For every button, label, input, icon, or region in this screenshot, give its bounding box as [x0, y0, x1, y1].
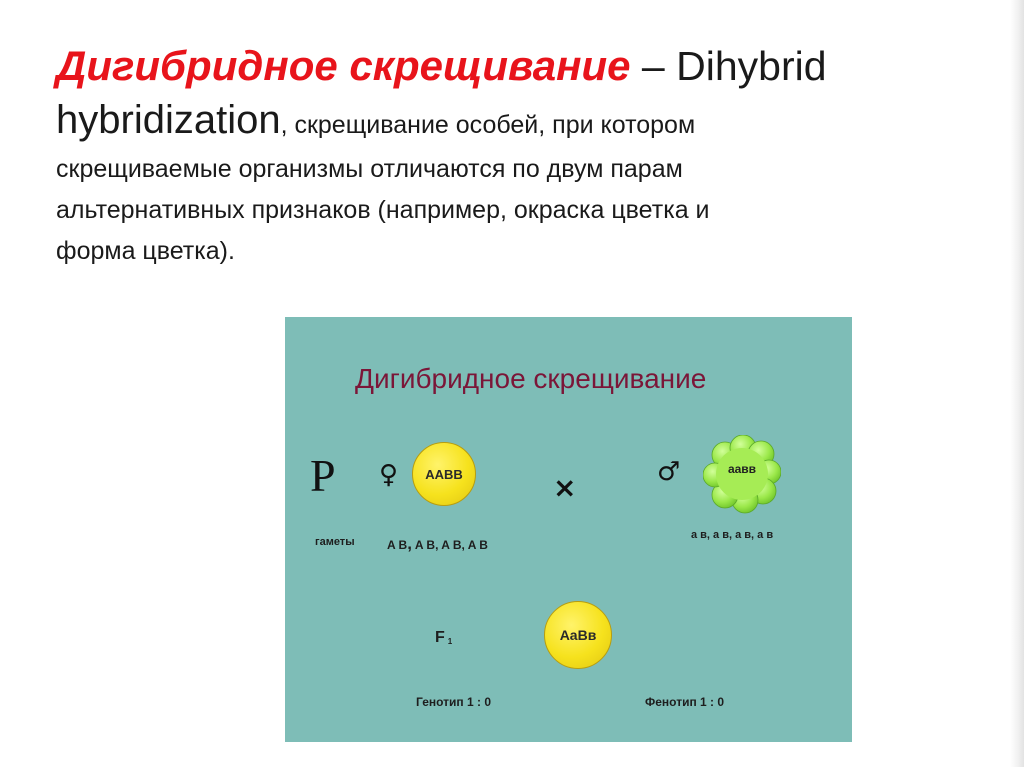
female-gamete-comma: , — [407, 534, 412, 553]
parent-generation-label: P — [310, 450, 336, 501]
definition-text-line: форма цветка). — [56, 237, 235, 265]
definition-translation-cont: hybridization — [56, 98, 281, 142]
male-genotype-cloud — [703, 435, 781, 515]
definition-text-rest — [56, 149, 956, 272]
definition-heading-line — [56, 38, 956, 94]
f1-genotype-ball — [544, 601, 612, 669]
slide-edge-shadow — [1010, 0, 1024, 767]
f1-subscript: 1 — [447, 637, 453, 646]
f1-genotype-label: AaBв — [559, 627, 597, 643]
cross-diagram — [285, 317, 852, 742]
diagram-title: Дигибридное скрещивание — [355, 363, 707, 394]
f1-letter: F — [435, 629, 445, 646]
definition-text-line: альтернативных признаков (например, окраска цветка и — [56, 196, 710, 224]
f1-generation-label — [435, 629, 452, 647]
female-gametes — [387, 534, 488, 554]
female-gamete-first: A B — [387, 538, 408, 552]
genotype-ratio: Генотип 1 : 0 — [416, 695, 491, 709]
male-symbol-icon: ♂ — [657, 457, 681, 487]
definition-term: Дигибридное скрещивание — [56, 42, 631, 89]
definition-block — [56, 38, 956, 272]
female-genotype-ball — [412, 442, 476, 506]
cross-symbol-icon: × — [553, 471, 577, 504]
female-gamete-rest: A B, A B, A B — [411, 538, 488, 552]
phenotype-ratio: Фенотип 1 : 0 — [645, 695, 725, 709]
female-genotype-label: AABB — [425, 466, 463, 482]
definition-text-start: , скрещивание особей, при котором — [280, 111, 696, 139]
male-gametes: a в, a в, a в, a в — [691, 529, 774, 541]
female-symbol-icon: ♀ — [379, 460, 399, 490]
definition-translation: – Dihybrid — [630, 43, 827, 89]
male-genotype-label: aaвв — [727, 462, 757, 476]
gametes-label: гаметы — [315, 536, 355, 548]
definition-text-line: скрещиваемые организмы отличаются по двум парам — [56, 155, 683, 183]
definition-second-line — [56, 94, 956, 151]
